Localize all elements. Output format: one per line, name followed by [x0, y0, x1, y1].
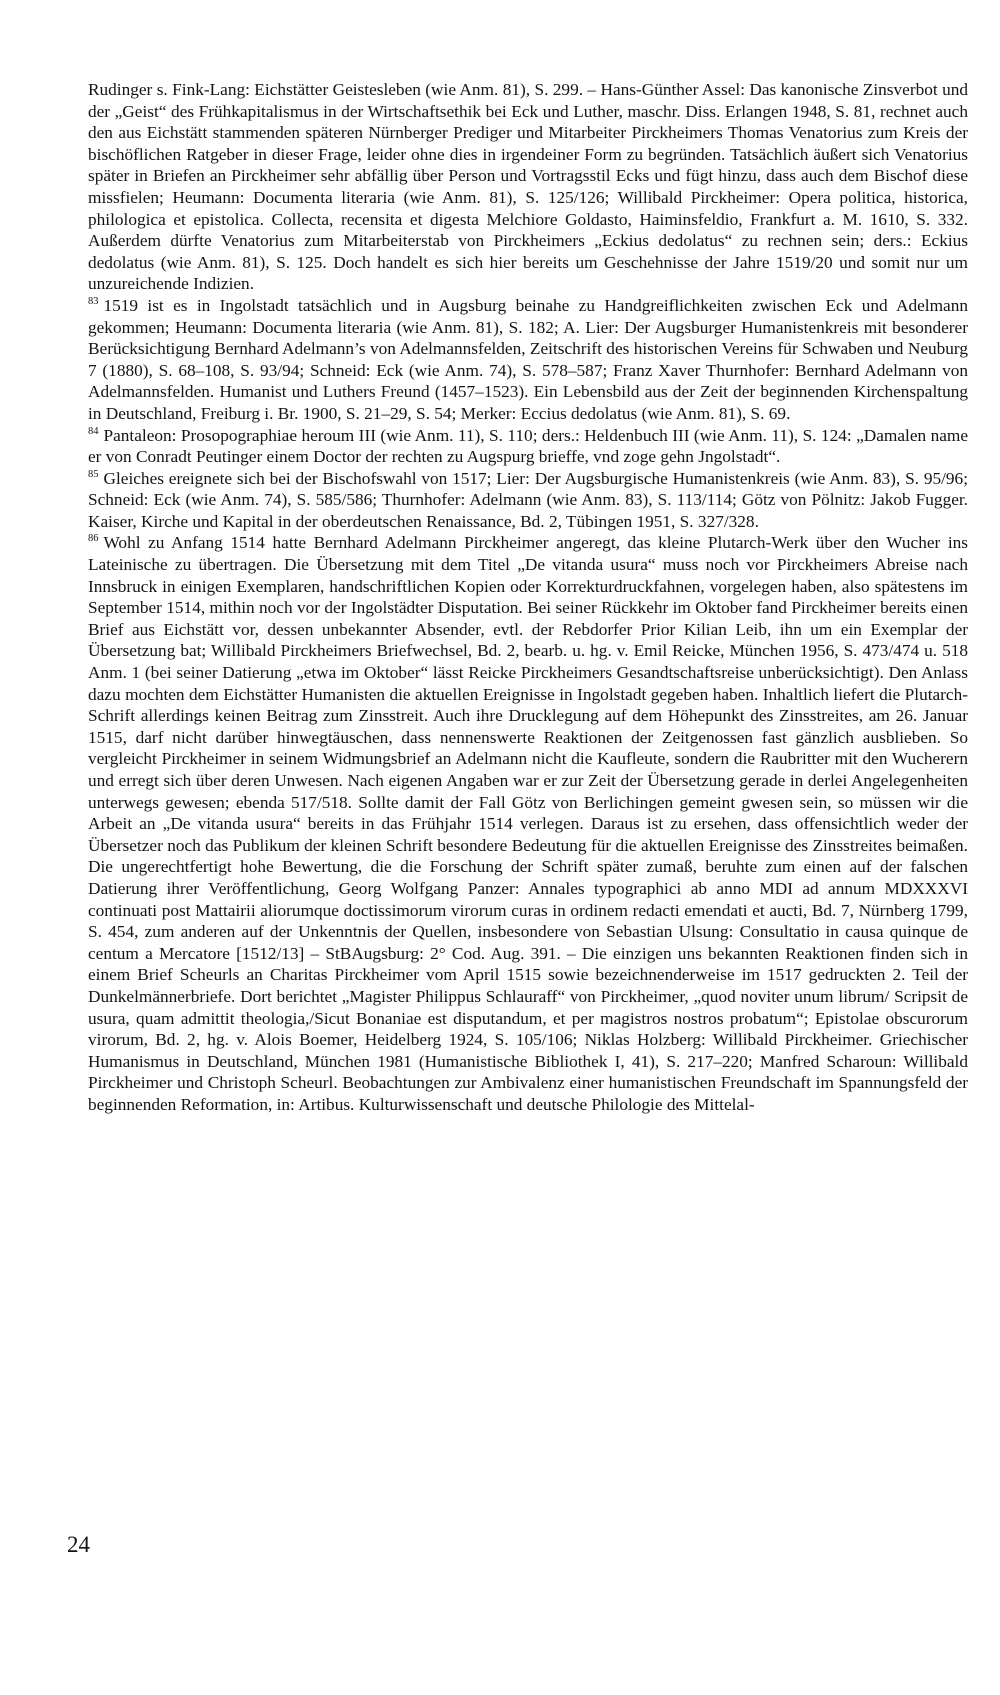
footnote-number: 85	[88, 468, 99, 480]
footnotes-block	[88, 79, 968, 1116]
footnote-text: Pantaleon: Prosopographiae heroum III (wie Anm. 11), S. 110; ders.: Heldenbuch III (wie Anm. 11), S. 124: „Damalen name er von Conradt Peutinger einem Doctor der rechten zu Augspurg brieffe, vnd zoge gehn Jngolstadt“.	[88, 425, 968, 467]
footnote-text: Wohl zu Anfang 1514 hatte Bernhard Adelmann Pirckheimer angeregt, das kleine Plutarch-Werk über den Wucher ins Lateinische zu übertragen. Die Übersetzung mit dem Titel „De vitanda usura“ muss noch vor Pirckheimers Abreise nach Innsbruck in einigen Exemplaren, handschriftlichen Kopien oder Korrekturdruckfahnen, vorgelegen haben, also spätestens im September 1514, mithin noch vor der Ingolstädter Disputation. Bei seiner Rückkehr im Oktober fand Pirckheimer bereits einen Brief aus Eichstätt vor, dessen unbekannter Absender, evtl. der Rebdorfer Prior Kilian Leib, ihn um ein Exemplar der Übersetzung bat; Willibald Pirckheimers Briefwechsel, Bd. 2, bearb. u. hg. v. Emil Reicke, München 1956, S. 473/474 u. 518 Anm. 1 (bei seiner Datierung „etwa im Oktober“ lässt Reicke Pirckheimers Gesandtschaftsreise unberücksichtigt). Den Anlass dazu mochten dem Eichstätter Humanisten die aktuellen Ereignisse in Ingolstadt gegeben haben. Inhaltlich liefert die Plutarch-Schrift allerdings keinen Beitrag zum Zinsstreit. Auch ihre Drucklegung auf dem Höhepunkt des Zinsstreites, am 26. Januar 1515, darf nicht darüber hinwegtäuschen, dass nennenswerte Reaktionen der Zeitgenossen fast gänzlich ausblieben. So vergleicht Pirckheimer in seinem Widmungsbrief an Adelmann nicht die Kaufleute, sondern die Raubritter mit den Wucherern und erregt sich über deren Unwesen. Nach eigenen Angaben war er zur Zeit der Übersetzung gerade in derlei Angelegenheiten unterwegs gewesen; ebenda 517/518. Sollte damit der Fall Götz von Berlichingen gemeint gwesen sein, so müssen wir die Arbeit an „De vitanda usura“ bereits in das Frühjahr 1514 verlegen. Daraus ist zu ersehen, dass offensichtlich weder der Übersetzer noch das Publikum der kleinen Schrift besondere Bedeutung für die aktuellen Ereignisse des Zinsstreites beimaßen. Die ungerechtfertigt hohe Bewertung, die die Forschung der Schrift später zumaß, beruhte zum einen auf der falschen Datierung ihrer Veröffentlichung, Georg Wolfgang Panzer: Annales typographici ab anno MDI ad annum MDXXXVI continuati post Mattairii aliorumque doctissimorum virorum curas in ordinem redacti emendati et aucti, Bd. 7, Nürnberg 1799, S. 454, zum anderen auf der Unkenntnis der Quellen, insbesondere von Sebastian Ulsung: Consultatio in causa quinque de centum a Mercatore [1512/13] – StBAugsburg: 2° Cod. Aug. 391. – Die einzigen uns bekannten Reaktionen finden sich in einem Brief Scheurls an Charitas Pirckheimer vom April 1515 sowie bezeichnenderweise im 1517 gedruckten 2. Teil der Dunkelmännerbriefe. Dort berichtet „Magister Philippus Schlauraff“ von Pirckheimer, „quod noviter unum librum/ Scripsit de usura, quam admittit theologia,/Sicut Bonaniae est disputandum, et per magistros nostros probatum“; Epistolae obscurorum virorum, Bd. 2, hg. v. Alois Boemer, Heidelberg 1924, S. 105/106; Niklas Holzberg: Willibald Pirckheimer. Griechischer Humanismus in Deutschland, München 1981 (Humanistische Bibliothek I, 41), S. 217–220; Manfred Scharoun: Willibald Pirckheimer und Christoph Scheurl. Beobachtungen zur Ambivalenz einer humanistischen Freundschaft im Spannungsfeld der beginnenden Reformation, in: Artibus. Kulturwissenschaft und deutsche Philologie des Mittelal-	[88, 533, 968, 1114]
footnote-83	[88, 295, 968, 425]
footnote-text: 1519 ist es in Ingolstadt tatsächlich und in Augsburg beinahe zu Handgreiflichkeiten zwischen Eck und Adelmann gekommen; Heumann: Documenta literaria (wie Anm. 81), S. 182; A. Lier: Der Augsburger Humanistenkreis mit besonderer Berücksichtigung Bernhard Adelmann’s von Adelmannsfelden, Zeitschrift des historischen Vereins für Schwaben und Neuburg 7 (1880), S. 68–108, S. 93/94; Schneid: Eck (wie Anm. 74), S. 578–587; Franz Xaver Thurnhofer: Bernhard Adelmann von Adelmannsfelden. Humanist und Luthers Freund (1457–1523). Ein Lebensbild aus der Zeit der beginnenden Kirchenspaltung in Deutschland, Freiburg i. Br. 1900, S. 21–29, S. 54; Merker: Eccius dedolatus (wie Anm. 81), S. 69.	[88, 295, 968, 423]
page-body	[88, 79, 968, 1116]
footnote-number: 83	[88, 295, 99, 307]
page-number: 24	[67, 1532, 90, 1557]
footnote-number: 84	[88, 425, 99, 437]
footnote-number: 86	[88, 533, 99, 545]
footnote-85	[88, 468, 968, 533]
footnote-text: Rudinger s. Fink-Lang: Eichstätter Geistesleben (wie Anm. 81), S. 299. – Hans-Günther Assel: Das kanonische Zinsverbot und der „Geist“ des Frühkapitalismus in der Wirtschaftsethik bei Eck und Luther, maschr. Diss. Erlangen 1948, S. 81, rechnet auch den aus Eichstätt stammenden späteren Nürnberger Prediger und Mitarbeiter Pirckheimers Thomas Venatorius zum Kreis der bischöflichen Ratgeber in dieser Frage, leider ohne dies in irgendeiner Form zu begründen. Tatsächlich äußert sich Venatorius später in Briefen an Pirckheimer sehr abfällig über Person und Vortragsstil Ecks und fügt hinzu, dass auch dem Bischof diese missfielen; Heumann: Documenta literaria (wie Anm. 81), S. 125/126; Willibald Pirckheimer: Opera politica, historica, philologica et epistolica. Collecta, recensita et digesta Melchiore Goldasto, Haiminsfeldio, Frankfurt a. M. 1610, S. 332. Außerdem dürfte Venatorius zum Mitarbeiterstab von Pirckheimers „Eckius dedolatus“ zu rechnen sein; ders.: Eckius dedolatus (wie Anm. 81), S. 125. Doch handelt es sich hier bereits um Geschehnisse der Jahre 1519/20 und somit nur um unzureichende Indizien.	[88, 80, 968, 294]
footnote-text: Gleiches ereignete sich bei der Bischofswahl von 1517; Lier: Der Augsburgische Humanistenkreis (wie Anm. 83), S. 95/96; Schneid: Eck (wie Anm. 74), S. 585/586; Thurnhofer: Adelmann (wie Anm. 83), S. 113/114; Götz von Pölnitz: Jakob Fugger. Kaiser, Kirche und Kapital in der oberdeutschen Renaissance, Bd. 2, Tübingen 1951, S. 327/328.	[88, 468, 968, 531]
footnote-84	[88, 425, 968, 468]
footnote-continuation	[88, 79, 968, 295]
footnote-86	[88, 532, 968, 1115]
